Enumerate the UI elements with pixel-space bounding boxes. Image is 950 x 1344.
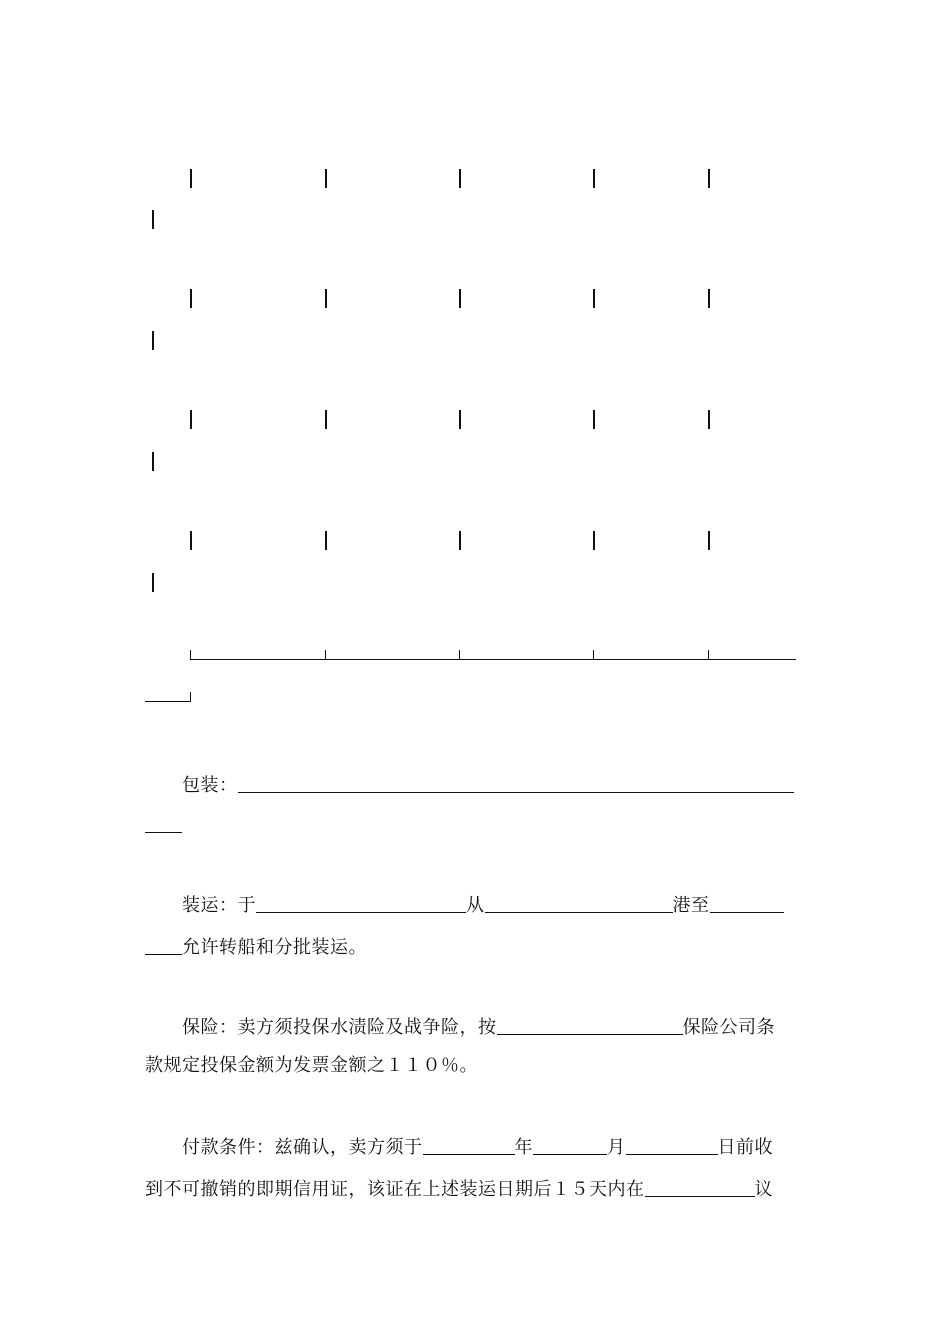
payment-day-blank[interactable] bbox=[626, 1136, 718, 1155]
payment-year: 年 bbox=[514, 1137, 533, 1158]
table-cell-border bbox=[325, 289, 327, 308]
packaging-blank[interactable] bbox=[238, 774, 794, 793]
payment-month: 月 bbox=[607, 1137, 626, 1158]
table-cell-border bbox=[152, 331, 154, 350]
payment-place-blank[interactable] bbox=[645, 1178, 755, 1197]
packaging-line bbox=[145, 772, 794, 797]
table-cell-border bbox=[190, 531, 192, 550]
table-bottom-tick bbox=[593, 650, 594, 660]
table-cell-border bbox=[708, 531, 710, 550]
shipping-line-2 bbox=[145, 934, 367, 959]
table-bottom-border bbox=[190, 659, 796, 660]
table-bottom-tick bbox=[325, 650, 326, 660]
table-bottom-tick bbox=[459, 650, 460, 660]
table-cell-border bbox=[459, 169, 461, 188]
table-cell-border bbox=[325, 169, 327, 188]
table-cell-border bbox=[593, 289, 595, 308]
insurance-text-1: 保险：卖方须投保水渍险及战争险，按 bbox=[182, 1017, 497, 1038]
shipping-port-from-blank[interactable] bbox=[485, 894, 673, 913]
shipping-tail: 允许转船和分批装运。 bbox=[182, 937, 367, 958]
packaging-blank-cont[interactable] bbox=[145, 814, 182, 833]
shipping-port-to-blank[interactable] bbox=[710, 894, 784, 913]
table-cell-border bbox=[325, 410, 327, 429]
payment-text-1: 付款条件：兹确认，卖方须于 bbox=[182, 1137, 423, 1158]
table-cell-border bbox=[152, 452, 154, 471]
table-cell-border bbox=[190, 169, 192, 188]
insurance-company-blank[interactable] bbox=[497, 1016, 683, 1035]
shipping-port-to: 港至 bbox=[672, 895, 710, 916]
insurance-line-2 bbox=[145, 1055, 478, 1077]
table-cell-border bbox=[593, 410, 595, 429]
table-cell-border bbox=[459, 531, 461, 550]
table-cell-border bbox=[190, 410, 192, 429]
payment-line bbox=[145, 1134, 773, 1159]
shipping-port-to-blank-cont[interactable] bbox=[145, 936, 182, 955]
payment-month-blank[interactable] bbox=[533, 1136, 607, 1155]
table-cell-border bbox=[593, 531, 595, 550]
table-cell-border bbox=[152, 573, 154, 592]
shipping-date-blank[interactable] bbox=[256, 894, 466, 913]
payment-year-blank[interactable] bbox=[423, 1136, 515, 1155]
packaging-label: 包装： bbox=[182, 775, 238, 796]
payment-text-3: 议 bbox=[754, 1179, 773, 1200]
table-cell-border bbox=[593, 169, 595, 188]
insurance-text-3: 款规定投保金额为发票金额之１１０％。 bbox=[145, 1055, 478, 1076]
table-cell-border bbox=[708, 169, 710, 188]
table-bottom-right-corner bbox=[190, 692, 191, 702]
table-cell-border bbox=[190, 289, 192, 308]
shipping-from: 从 bbox=[466, 895, 485, 916]
table-cell-border bbox=[152, 210, 154, 229]
table-cell-border bbox=[325, 531, 327, 550]
payment-day-tail: 日前收 bbox=[717, 1137, 773, 1158]
packaging-line-2 bbox=[145, 812, 182, 837]
insurance-text-2: 保险公司条 bbox=[682, 1017, 775, 1038]
insurance-line bbox=[145, 1014, 775, 1039]
payment-line-2 bbox=[145, 1176, 773, 1201]
table-cell-border bbox=[708, 289, 710, 308]
table-bottom-border-wrap bbox=[145, 701, 191, 702]
table-cell-border bbox=[708, 410, 710, 429]
table-bottom-tick bbox=[708, 650, 709, 660]
table-cell-border bbox=[459, 289, 461, 308]
payment-text-2: 到不可撤销的即期信用证，该证在上述装运日期后１５天内在 bbox=[145, 1179, 645, 1200]
shipping-label: 装运：于 bbox=[182, 895, 256, 916]
shipping-line bbox=[145, 892, 784, 917]
table-cell-border bbox=[459, 410, 461, 429]
